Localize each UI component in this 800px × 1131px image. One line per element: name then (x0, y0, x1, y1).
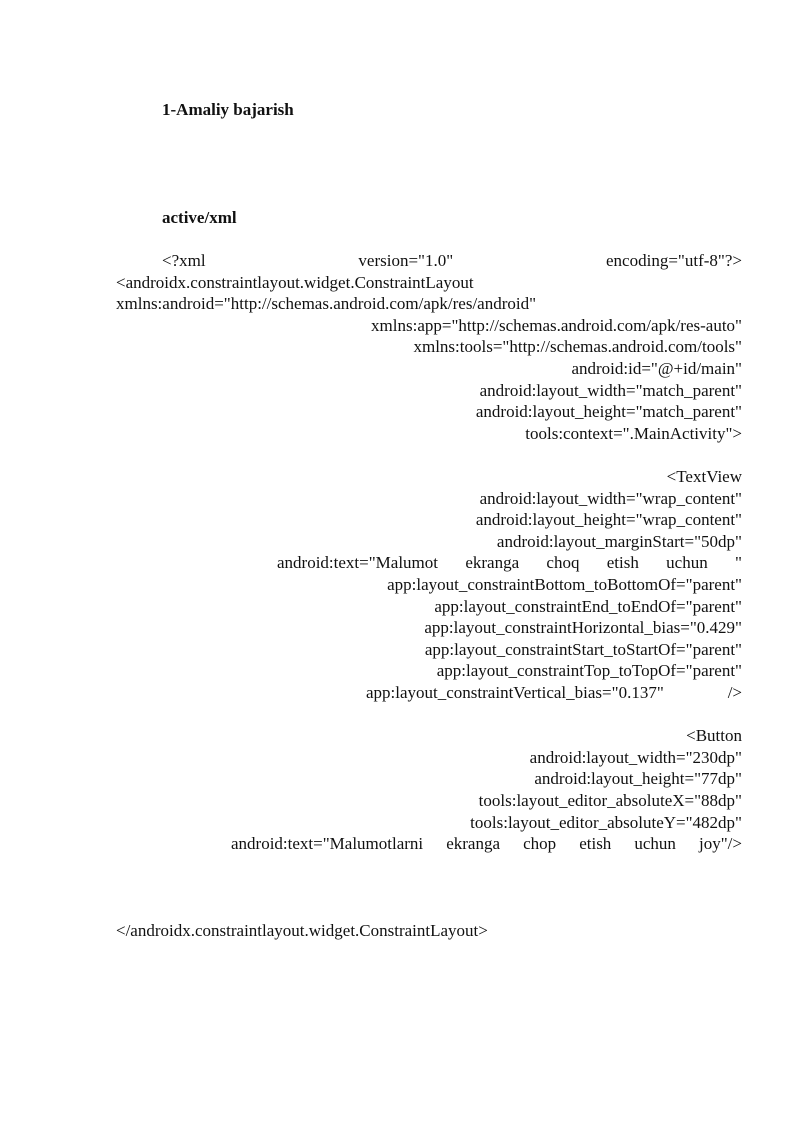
code-line-xml-decl (162, 250, 742, 272)
code-line-tv-end: app:layout_constraintEnd_toEndOf="parent" (434, 596, 742, 616)
code-line-tv-top: app:layout_constraintTop_toTopOf="parent" (436, 661, 742, 681)
code-line-tv-height: android:layout_height="wrap_content" (475, 510, 742, 530)
code-token: android:text="Malumot (277, 553, 439, 573)
code-line-xmlns-app: xmlns:app="http://schemas.android.com/apk/res-auto" (371, 315, 742, 335)
code-line-layout-id: android:id="@+id/main" (571, 359, 742, 378)
code-line-btn-height: android:layout_height="77dp" (534, 769, 742, 789)
code-token: ekranga (446, 834, 501, 854)
code-line-xmlns-tools: xmlns:tools="http://schemas.android.com/tools" (413, 337, 742, 357)
code-line-layout-height: android:layout_height="match_parent" (475, 402, 742, 422)
code-token: <?xml (162, 251, 206, 270)
code-line-xmlns-android: xmlns:android="http://schemas.android.com/apk/res/android" (116, 294, 537, 314)
section-heading: active/xml (162, 208, 237, 227)
code-token: etish (606, 553, 639, 573)
code-line-tv-width: android:layout_width="wrap_content" (479, 488, 742, 508)
code-token: joy"/> (698, 834, 742, 854)
code-line-tv-margin: android:layout_marginStart="50dp" (496, 531, 742, 551)
code-line-button-open: <Button (686, 726, 742, 746)
code-token: chop (523, 834, 557, 854)
code-line-tv-hbias: app:layout_constraintHorizontal_bias="0.429" (424, 618, 742, 638)
code-token: uchun (634, 834, 676, 854)
code-token: encoding="utf-8"?> (606, 251, 742, 270)
code-token: choq (546, 553, 580, 573)
code-token: version="1.0" (358, 251, 454, 270)
code-line-layout-open: <androidx.constraintlayout.widget.ConstraintLayout (116, 272, 474, 292)
code-line-tv-text (277, 552, 742, 574)
document-title: 1-Amaliy bajarish (162, 100, 294, 119)
code-line-tv-start: app:layout_constraintStart_toStartOf="parent" (424, 639, 742, 659)
code-line-btn-absy: tools:layout_editor_absoluteY="482dp" (470, 812, 742, 832)
code-token: ekranga (465, 553, 520, 573)
code-token: app:layout_constraintVertical_bias="0.137" (366, 683, 664, 702)
code-line-layout-width: android:layout_width="match_parent" (479, 380, 742, 400)
code-token: " (735, 553, 742, 573)
code-line-textview-open: <TextView (666, 467, 742, 486)
code-token: uchun (666, 553, 708, 573)
code-line-tv-vbias (366, 682, 742, 704)
code-line-btn-absx: tools:layout_editor_absoluteX="88dp" (478, 791, 742, 810)
code-line-btn-text (231, 833, 742, 855)
code-token: etish (579, 834, 612, 854)
code-line-btn-width: android:layout_width="230dp" (529, 747, 742, 767)
code-line-layout-close: </androidx.constraintlayout.widget.ConstraintLayout> (116, 920, 488, 940)
code-line-tools-context: tools:context=".MainActivity"> (525, 423, 742, 443)
code-line-tv-bottom: app:layout_constraintBottom_toBottomOf="parent" (387, 575, 742, 594)
code-token: /> (727, 683, 742, 702)
code-token: android:text="Malumotlarni (231, 834, 424, 854)
